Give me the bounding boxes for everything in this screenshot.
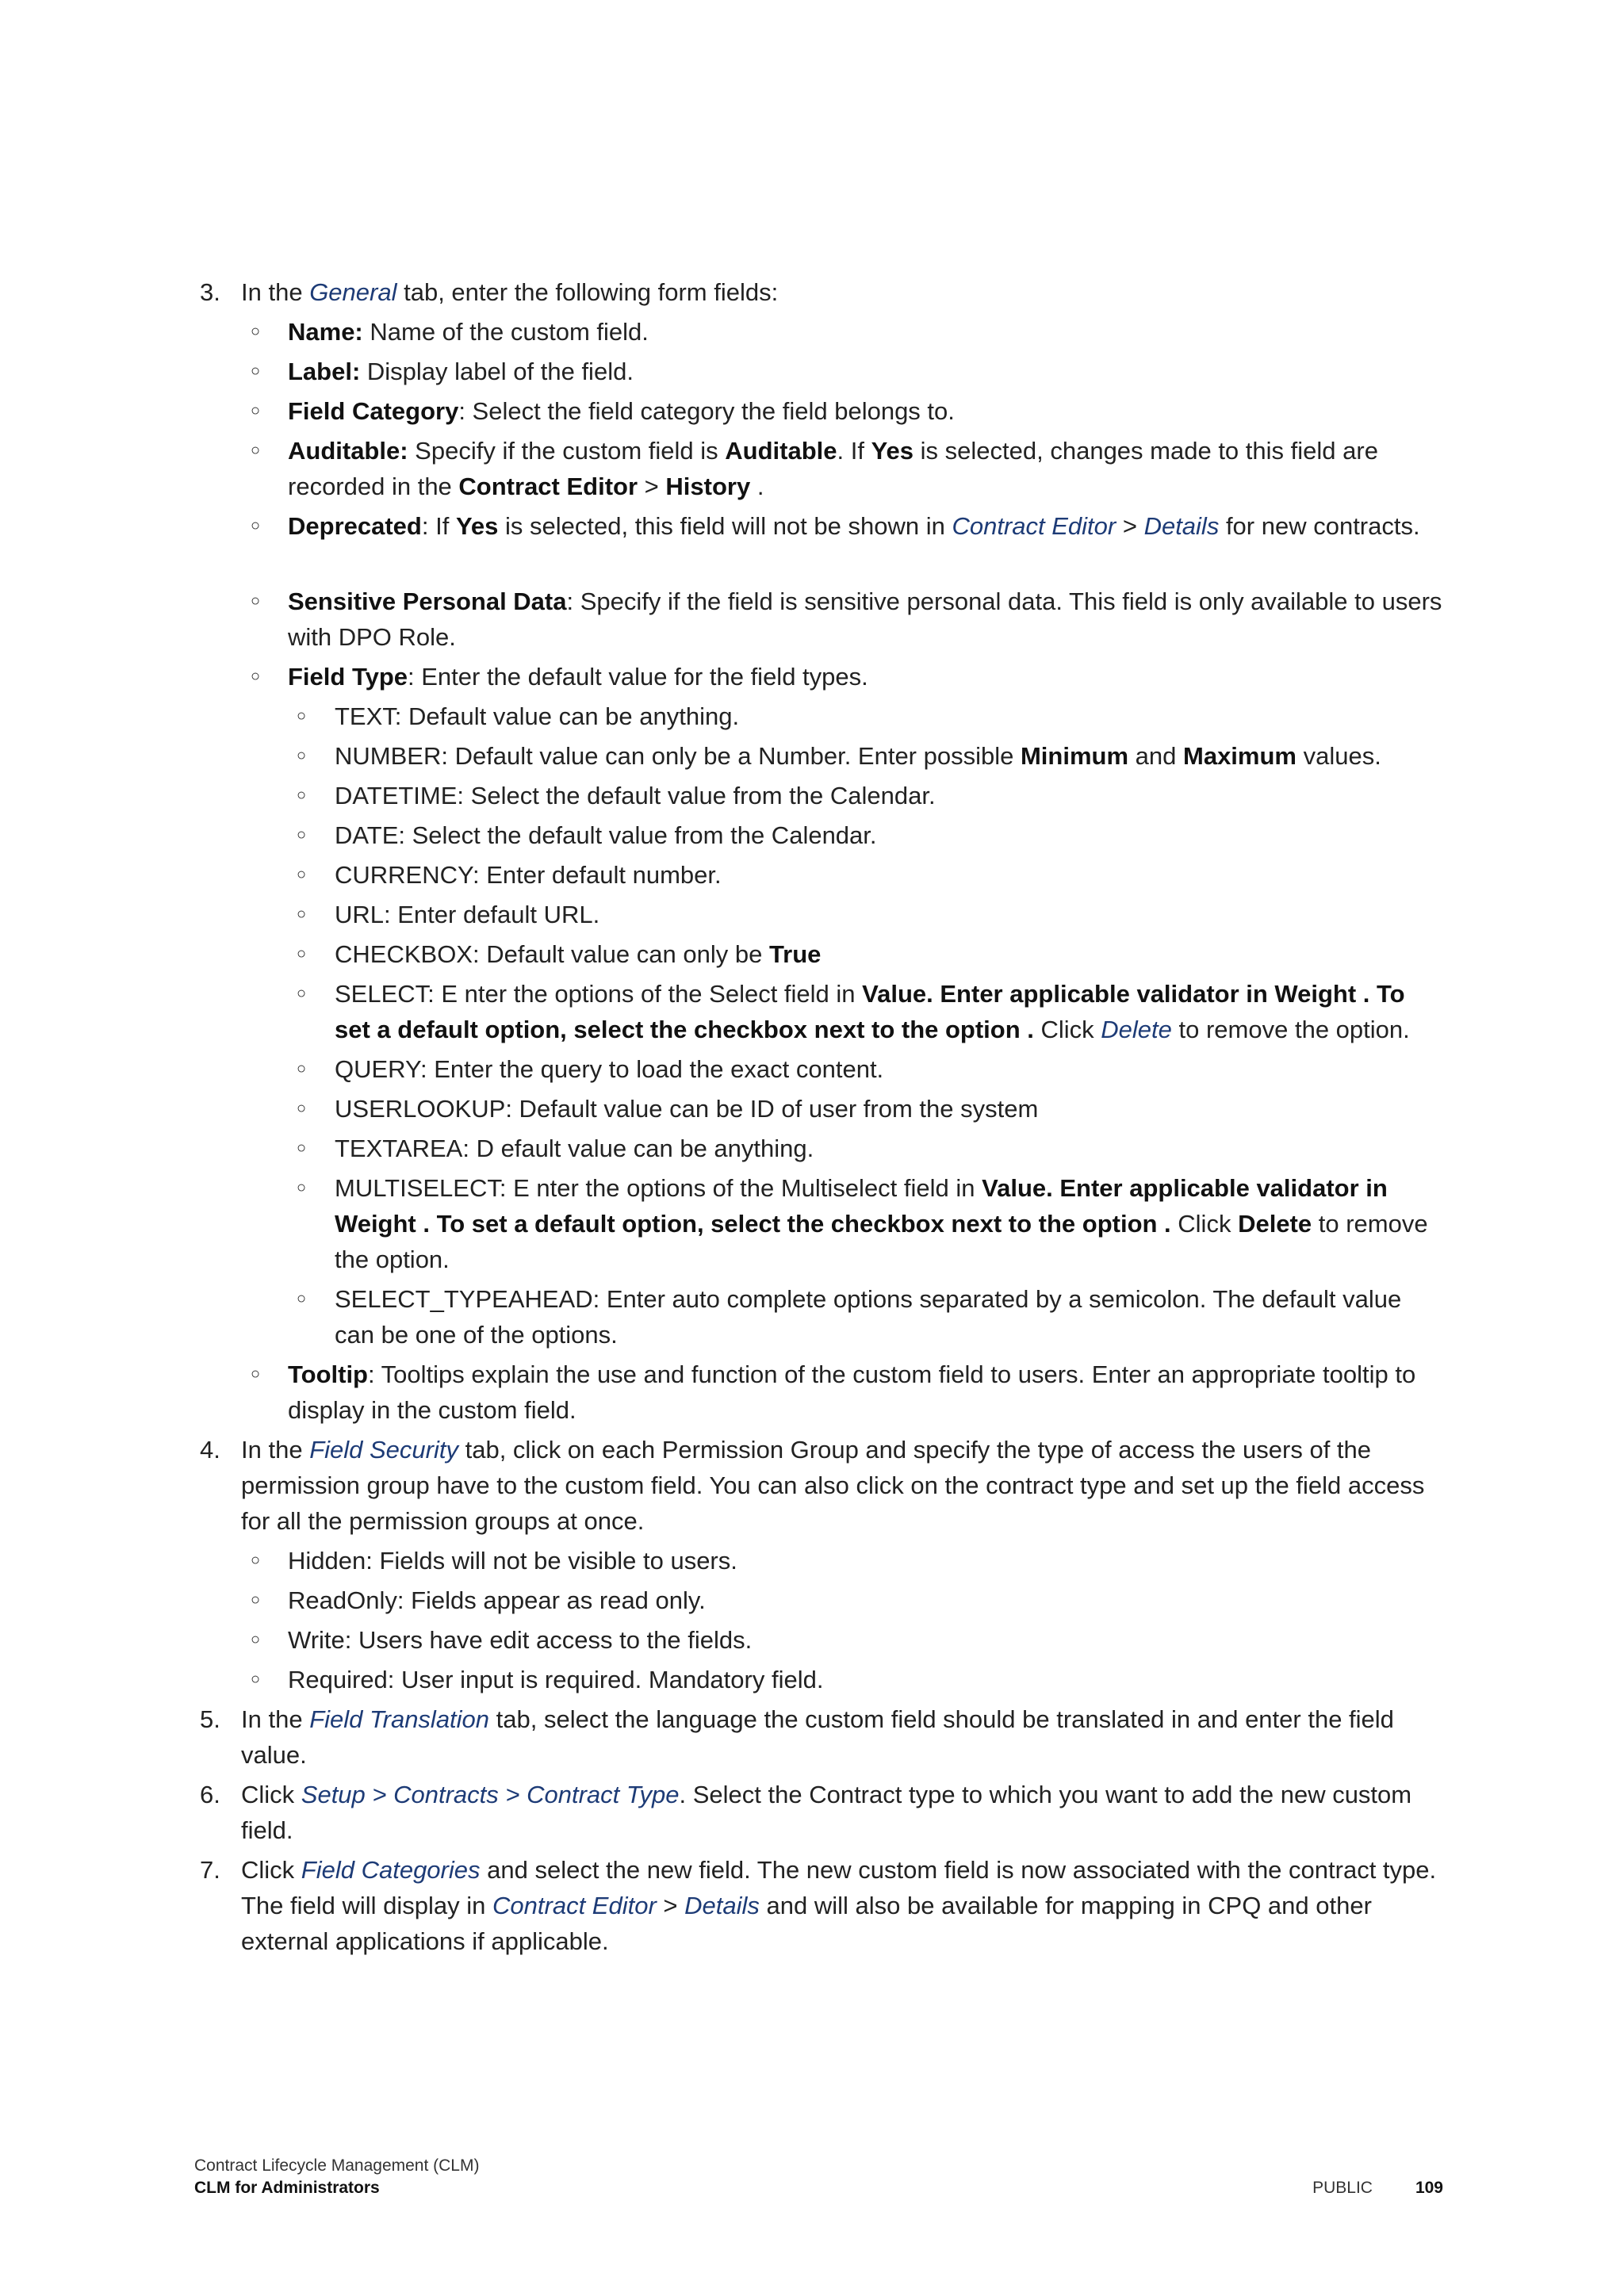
- classification-label: PUBLIC: [1312, 2179, 1373, 2197]
- details-link[interactable]: Details: [1143, 512, 1220, 540]
- bullet-icon: ○: [297, 747, 307, 764]
- bullet-icon: ○: [251, 668, 261, 685]
- step-number: 3.: [200, 278, 220, 306]
- step-text: In the General tab, enter the following form fields:: [241, 278, 779, 306]
- bullet-icon: ○: [297, 905, 307, 923]
- bullet-icon: ○: [297, 866, 307, 883]
- bullet-icon: ○: [251, 362, 261, 380]
- step-number: 6.: [200, 1781, 220, 1808]
- field-translation-tab-link[interactable]: Field Translation: [309, 1705, 490, 1733]
- bullet-icon: ○: [251, 592, 261, 610]
- bullet-icon: ○: [297, 826, 307, 844]
- bullet-icon: ○: [251, 402, 261, 419]
- step-number: 5.: [200, 1705, 220, 1733]
- footer-product: Contract Lifecycle Management (CLM): [194, 2156, 480, 2175]
- contract-type-path-link[interactable]: Setup > Contracts > Contract Type: [301, 1781, 680, 1808]
- bullet-icon: ○: [297, 1060, 307, 1077]
- bullet-icon: ○: [251, 1552, 261, 1569]
- contract-editor-link[interactable]: Contract Editor: [492, 1892, 657, 1919]
- contract-editor-link[interactable]: Contract Editor: [952, 512, 1116, 540]
- step-number: 4.: [200, 1436, 220, 1464]
- bullet-icon: ○: [251, 1365, 261, 1383]
- bullet-icon: ○: [251, 323, 261, 340]
- footer-title: CLM for Administrators: [194, 2179, 380, 2197]
- page-number: 109: [1415, 2179, 1443, 2197]
- general-tab-link[interactable]: General: [309, 278, 397, 306]
- field-categories-link[interactable]: Field Categories: [301, 1856, 481, 1884]
- bullet-icon: ○: [297, 945, 307, 962]
- bullet-icon: ○: [297, 1290, 307, 1307]
- bullet-icon: ○: [251, 1670, 261, 1688]
- bullet-icon: ○: [251, 442, 261, 459]
- step-text: Click Setup > Contracts > Contract Type. Select the Contract type to which you want to add the new custom field.: [241, 1781, 1412, 1844]
- step-text: In the Field Security tab, click on each Permission Group and specify the type of access the users of the permission group have to the custom field. You can also click on the contract type and set up the field access for all the permission groups at once.: [241, 1436, 1425, 1535]
- step-text: In the Field Translation tab, select the language the custom field should be translated in and enter the field value.: [241, 1705, 1394, 1769]
- bullet-icon: ○: [297, 1179, 307, 1196]
- bullet-icon: ○: [297, 985, 307, 1002]
- bullet-icon: ○: [251, 1591, 261, 1609]
- bullet-icon: ○: [251, 517, 261, 534]
- bullet-icon: ○: [251, 1631, 261, 1648]
- step-text: Click Field Categories and select the new field. The new custom field is now associated with the contract type. The field will display in Contract Editor > Details and will also be available for mapping in CPQ and other external applications if applicable.: [241, 1856, 1437, 1955]
- bullet-icon: ○: [297, 707, 307, 725]
- bullet-icon: ○: [297, 1100, 307, 1117]
- details-link[interactable]: Details: [684, 1892, 760, 1919]
- page-info: [1312, 2177, 1443, 2199]
- bullet-icon: ○: [297, 786, 307, 804]
- field-security-tab-link[interactable]: Field Security: [309, 1436, 458, 1464]
- page-footer: [194, 2155, 479, 2199]
- delete-link[interactable]: Delete: [1101, 1016, 1172, 1043]
- step-number: 7.: [200, 1856, 220, 1884]
- bullet-icon: ○: [297, 1139, 307, 1157]
